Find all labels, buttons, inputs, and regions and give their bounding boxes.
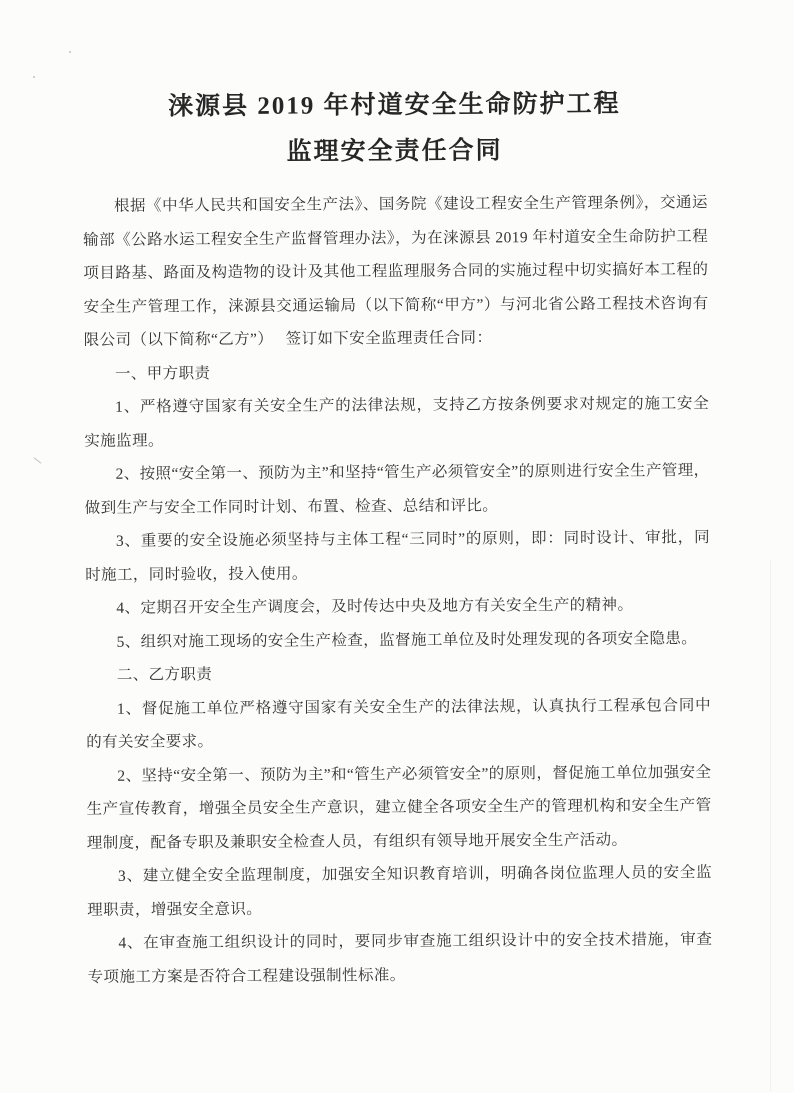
paragraph-b4: 4、在审查施工组织设计的同时，要同步审查施工组织设计中的安全技术措施，审查专项施工方案是否符合工程建设强制性标准。 <box>87 931 713 986</box>
section-heading-party-a: 一、甲方职责 <box>114 364 211 383</box>
scan-speck <box>33 76 35 78</box>
section-heading-party-b: 二、乙方职责 <box>116 666 213 684</box>
document-title-line2: 监理安全责任合同 <box>286 137 503 166</box>
paragraph-b1: 1、督促施工单位严格遵守国家有关安全生产的法律法规，认真执行工程承包合同中的有关安全要求。 <box>86 696 712 751</box>
paragraph-preamble: 根据《中华人民共和国安全生产法》、国务院《建设工程安全生产管理条例》，交通运输部《公路水运工程安全生产监督管理办法》，为在涞源县 2019 年村道安全生命防护工程项目路基、路面及构造物的设计及其他工程监理服务合同的实施过程中切实搞好本工程的安全生产管理工作，涞源县交通运输局（以下简称“甲方”）与河北省公路工程技术咨询有限公司（以下简称“乙方”） 签订如下安全监理责任合同： <box>83 194 709 349</box>
document-body <box>83 186 713 994</box>
scan-speck <box>69 51 71 53</box>
paragraph-a2: 2、按照“安全第一、预防为主”和坚持“管生产必须管安全”的原则进行安全生产管理，做到生产与安全工作同时计划、布置、检查、总结和评比。 <box>84 462 710 517</box>
paragraph-a1: 1、严格遵守国家有关安全生产的法律法规，支持乙方按条例要求对规定的施工安全实施监理。 <box>84 395 710 450</box>
paragraph-a5: 5、组织对施工现场的安全生产检查，监督施工单位及时处理发现的各项安全隐患。 <box>116 629 698 651</box>
paragraph-b2: 2、坚持“安全第一、预防为主”和“管生产必须管安全”的原则，督促施工单位加强安全生产宣传教育，增强全员安全生产意识，建立健全各项安全生产的管理机构和安全生产管理制度，配备专职及兼职安全检查人员，有组织有领导地开展安全生产活动。 <box>86 763 712 852</box>
paragraph-a3: 3、重要的安全设施必须坚持与主体工程“三同时”的原则，即：同时设计、审批，同时施工，同时验收，投入使用。 <box>85 529 711 584</box>
document-title-line1: 涞源县 2019 年村道安全生命防护工程 <box>167 90 621 121</box>
scan-edge-line <box>770 560 771 1091</box>
paragraph-a4: 4、定期召开安全生产调度会，及时传达中央及地方有关安全生产的精神。 <box>116 596 634 617</box>
document-title <box>0 81 792 178</box>
paragraph-b3: 3、建立健全安全监理制度，加强安全知识教育培训，明确各岗位监理人员的安全监理职责，增强安全意识。 <box>87 864 713 919</box>
